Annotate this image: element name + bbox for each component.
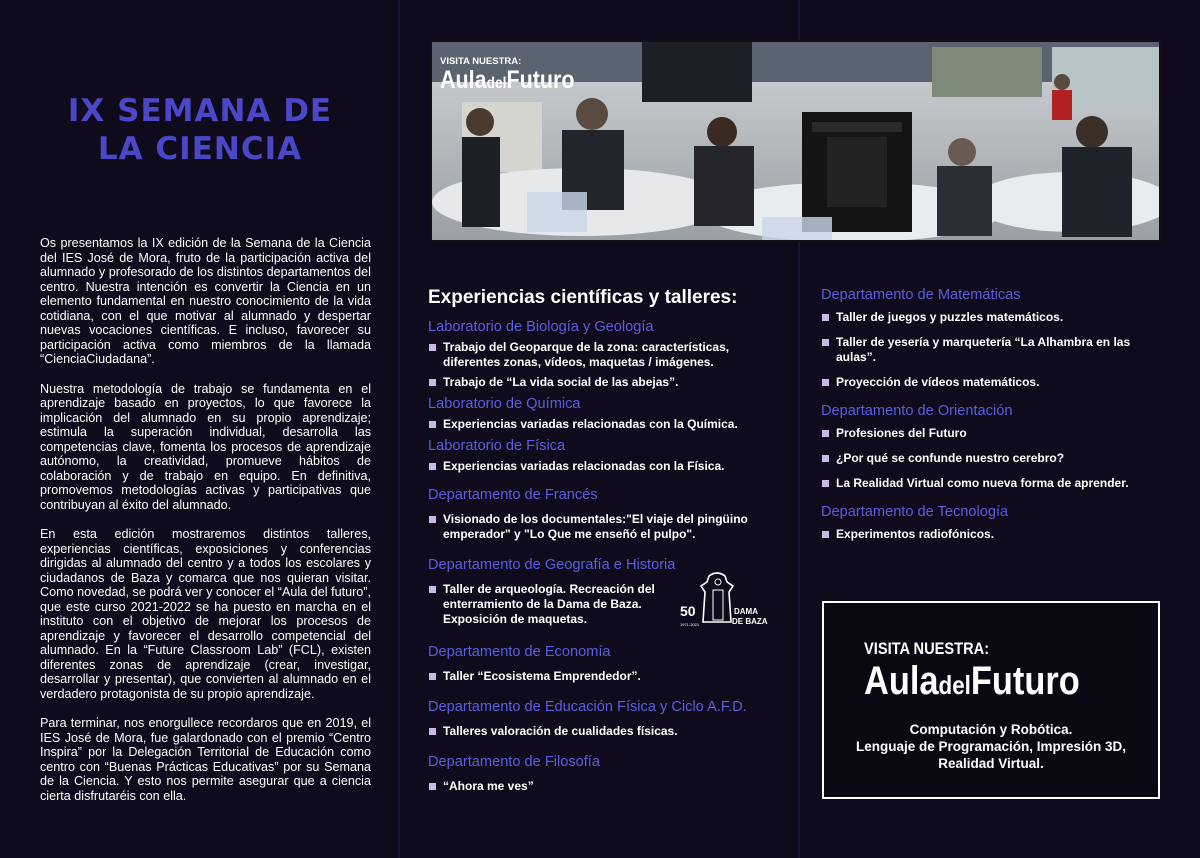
activity-item: Taller “Ecosistema Emprendedor”. bbox=[428, 669, 788, 684]
visit-label: VISITA NUESTRA: bbox=[864, 639, 990, 658]
description-line: Lenguaje de Programación, Impresión 3D, bbox=[855, 739, 1127, 754]
department-name: Departamento de Francés bbox=[428, 487, 598, 503]
dama-de-baza-logo bbox=[680, 570, 770, 630]
department-block bbox=[428, 437, 788, 474]
department-name: Departamento de Filosofía bbox=[428, 754, 600, 770]
description-line: Realidad Virtual. bbox=[938, 756, 1044, 771]
activity-item: Taller de juegos y puzzles matemáticos. bbox=[821, 310, 1161, 325]
department-name: Departamento de Matemáticas bbox=[821, 287, 1021, 303]
activity-list bbox=[428, 669, 788, 684]
department-block bbox=[428, 486, 788, 542]
logo-line1: DAMA bbox=[734, 607, 758, 616]
activity-list bbox=[428, 512, 788, 542]
activity-item: “Ahora me ves” bbox=[428, 779, 788, 794]
title-line: IX SEMANA DE bbox=[67, 93, 333, 129]
department-block bbox=[821, 503, 1161, 542]
department-name: Departamento de Economía bbox=[428, 644, 611, 660]
activity-item: Taller de arqueología. Recreación del enterramiento de la Dama de Baza. Exposición de maquetas. bbox=[428, 582, 676, 627]
intro-paragraph: En esta edición mostraremos distintos talleres, experiencias científicas, exposiciones y conferencias dirigidas al alumnado del centro y a todos los escolares y ciudadanos de Baza y comarca que nos quieran visitar. Como novedad, se podrá ver y conocer el “Aula del futuro”, que este curso 2021-2022 se ha puesto en marcha en el instituto con el objetivo de mejorar los procesos de aprendizaje y favorecer el desarrollo competencial del alumnado. En la “Future Classroom Lab” (FCL), existen diferentes zonas de aprendizaje (crear, investigar, desarrollar y presentar), que convierten al alumnado en el verdadero protagonista de su propio aprendizaje. bbox=[40, 527, 371, 701]
department-block bbox=[428, 753, 788, 794]
logo-line2: DE BAZA bbox=[732, 617, 768, 626]
department-name: Departamento de Educación Física y Ciclo A.F.D. bbox=[428, 699, 747, 715]
visit-label: VISITA NUESTRA: bbox=[440, 56, 522, 67]
department-block bbox=[428, 698, 788, 739]
activity-list bbox=[428, 724, 788, 739]
activity-item: Trabajo de “La vida social de las abejas”. bbox=[428, 375, 788, 390]
aula-word: Aula bbox=[864, 659, 939, 703]
logo-number: 50 bbox=[680, 603, 696, 619]
activity-item: Trabajo del Geoparque de la zona: características, diferentes zonas, vídeos, maquetas / imágenes. bbox=[428, 340, 788, 370]
department-block bbox=[821, 286, 1161, 390]
intro-paragraph: Nuestra metodología de trabajo se fundamenta en el aprendizaje basado en proyectos, lo que favorece la implicación del alumnado en su propio aprendizaje; estimula la superación individual, desarrolla las competencias clave, fomenta los procesos de aprendizaje autónomo, la creatividad, promueve hábitos de colaboración y de trabajo en equipo. En definitiva, promovemos metodologías activas y participativas que contribuyan al éxito del alumnado. bbox=[40, 381, 371, 512]
activity-list bbox=[428, 417, 788, 432]
activity-list bbox=[821, 310, 1161, 390]
intro-paragraph: Os presentamos la IX edición de la Semana de la Ciencia del IES José de Mora, fruto de la participación activa del alumnado y profesorado de los distintos departamentos del centro. Nuestra intención es convertir la Ciencia en un elemento fundamental en nuestro conocimiento de la vida cotidiana, con el que motivar al alumnado y despertar nuevas vocaciones científicas. E incluso, favorecer su participación activa como miembros de la llamada “CienciaCiudadana”. bbox=[40, 236, 371, 366]
aula-futuro-box bbox=[822, 601, 1160, 799]
intro-paragraph: Para terminar, nos enorgullece recordaros que en 2019, el IES José de Mora, fue galardonado con el premio “Centro Inspira” por la Delegación Territorial de Educación como centro con “Buenas Prácticas Educativas” por su Semana de la Ciencia. Y esto nos permite asegurar que a ciencia cierta disfrutaréis con ella. bbox=[40, 716, 371, 803]
activity-item: Proyección de vídeos matemáticos. bbox=[821, 375, 1161, 390]
intro-text bbox=[40, 236, 371, 818]
experiences-heading: Experiencias científicas y talleres: bbox=[428, 287, 738, 308]
activity-list bbox=[821, 426, 1161, 491]
activity-item: La Realidad Virtual como nueva forma de aprender. bbox=[821, 476, 1161, 491]
activity-item: Profesiones del Futuro bbox=[821, 426, 1161, 441]
activity-item: ¿Por qué se confunde nuestro cerebro? bbox=[821, 451, 1161, 466]
department-name: Departamento de Tecnología bbox=[821, 504, 1009, 520]
department-name: Departamento de Geografía e Historia bbox=[428, 557, 676, 573]
photo-caption bbox=[440, 56, 596, 97]
activity-list bbox=[428, 779, 788, 794]
activity-list bbox=[428, 340, 788, 390]
activity-item: Visionado de los documentales:"El viaje del pingüino emperador" y "Lo Que me enseñó el pulpo". bbox=[428, 512, 788, 542]
activity-list bbox=[821, 527, 1161, 542]
aula-word: Aula bbox=[440, 66, 487, 94]
department-block bbox=[821, 402, 1161, 491]
middle-departments bbox=[428, 318, 788, 799]
department-name: Laboratorio de Biología y Geología bbox=[428, 319, 654, 335]
department-block bbox=[428, 318, 788, 390]
activity-list bbox=[428, 459, 788, 474]
department-name: Departamento de Orientación bbox=[821, 403, 1013, 419]
futuro-word: Futuro bbox=[506, 66, 575, 94]
del-word: del bbox=[486, 75, 507, 92]
logo-years: 1971-2021 bbox=[680, 622, 700, 627]
activity-item: Experiencias variadas relacionadas con la Física. bbox=[428, 459, 788, 474]
department-block bbox=[428, 643, 788, 684]
department-block bbox=[428, 395, 788, 432]
right-departments bbox=[821, 286, 1161, 547]
del-word: del bbox=[938, 670, 971, 700]
aula-title bbox=[864, 659, 1080, 707]
activity-item: Experimentos radiofónicos. bbox=[821, 527, 1161, 542]
activity-item: Taller de yesería y marquetería “La Alhambra en las aulas”. bbox=[821, 335, 1161, 365]
department-name: Laboratorio de Química bbox=[428, 396, 581, 412]
department-name: Laboratorio de Física bbox=[428, 438, 566, 454]
title-line: LA CIENCIA bbox=[97, 131, 303, 167]
activity-list bbox=[428, 582, 676, 627]
fold-line bbox=[398, 0, 400, 858]
activity-item: Experiencias variadas relacionadas con la Química. bbox=[428, 417, 788, 432]
aula-description bbox=[824, 721, 1158, 772]
aula-title bbox=[440, 67, 575, 97]
activity-item: Talleres valoración de cualidades físicas. bbox=[428, 724, 788, 739]
page-title bbox=[40, 92, 360, 168]
classroom-photo bbox=[430, 40, 1161, 242]
description-line: Computación y Robótica. bbox=[909, 722, 1073, 737]
futuro-word: Futuro bbox=[970, 659, 1080, 703]
